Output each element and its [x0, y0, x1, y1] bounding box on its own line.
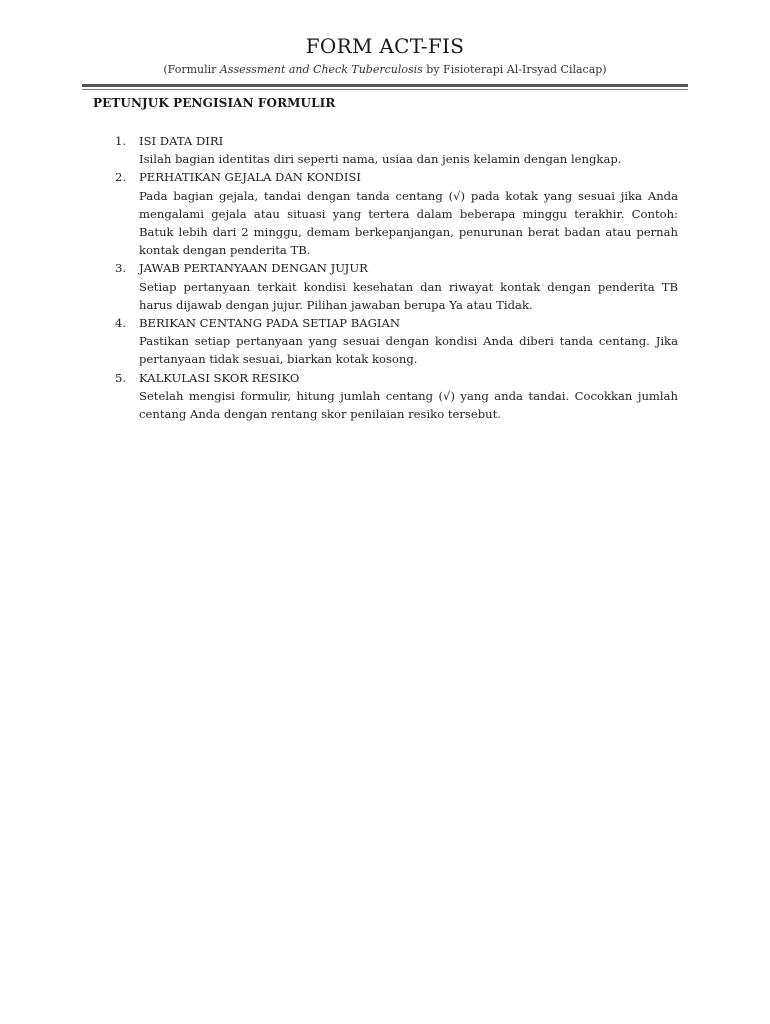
- subtitle-prefix: (Formulir: [163, 63, 220, 76]
- item-text: Setiap pertanyaan terkait kondisi kesehatan dan riwayat kontak dengan penderita TB harus dijawab dengan jujur. Pilihan jawaban berupa Ya atau Tidak.: [139, 279, 678, 312]
- list-item: [112, 314, 678, 369]
- subtitle-suffix: by Fisioterapi Al-Irsyad Cilacap): [422, 63, 607, 76]
- item-number: 4.: [115, 316, 127, 331]
- item-text: Pastikan setiap pertanyaan yang sesuai dengan kondisi Anda diberi tanda centang. Jika pertanyaan tidak sesuai, biarkan kotak kosong.: [139, 334, 678, 367]
- item-text: Pada bagian gejala, tandai dengan tanda centang (√) pada kotak yang sesuai jika Anda mengalami gejala atau situasi yang tertera dalam beberapa minggu terakhir. Contoh: Batuk lebih dari 2 minggu, demam berkepanjangan, penurunan berat badan atau pernah kontak dengan penderita TB.: [139, 188, 678, 258]
- item-text: Isilah bagian identitas diri seperti nama, usiaa dan jenis kelamin dengan lengkap.: [139, 152, 622, 167]
- section-heading: PETUNJUK PENGISIAN FORMULIR: [93, 96, 336, 110]
- list-item: [112, 132, 678, 168]
- item-number: 1.: [115, 134, 127, 148]
- item-title: ISI DATA DIRI: [139, 134, 224, 148]
- form-title: FORM ACT-FIS: [305, 34, 465, 58]
- item-title: BERIKAN CENTANG PADA SETIAP BAGIAN: [139, 316, 401, 331]
- header-divider-thin: [82, 89, 688, 90]
- subtitle-italic: Assessment and Check Tuberculosis: [219, 63, 423, 76]
- item-number: 5.: [115, 370, 127, 385]
- item-number: 3.: [115, 261, 127, 276]
- list-item: [112, 369, 678, 424]
- instruction-list: [112, 132, 678, 423]
- item-title: PERHATIKAN GEJALA DAN KONDISI: [139, 170, 361, 185]
- header-divider-thick: [82, 84, 688, 87]
- item-number: 2.: [115, 170, 127, 185]
- item-title: JAWAB PERTANYAAN DENGAN JUJUR: [139, 261, 368, 276]
- list-item: [112, 259, 678, 314]
- form-subtitle: [0, 63, 770, 76]
- item-title: KALKULASI SKOR RESIKO: [139, 370, 300, 385]
- item-text: Setelah mengisi formulir, hitung jumlah centang (√) yang anda tandai. Cocokkan jumlah centang Anda dengan rentang skor penilaian resiko tersebut.: [139, 388, 678, 422]
- list-item: [112, 168, 678, 259]
